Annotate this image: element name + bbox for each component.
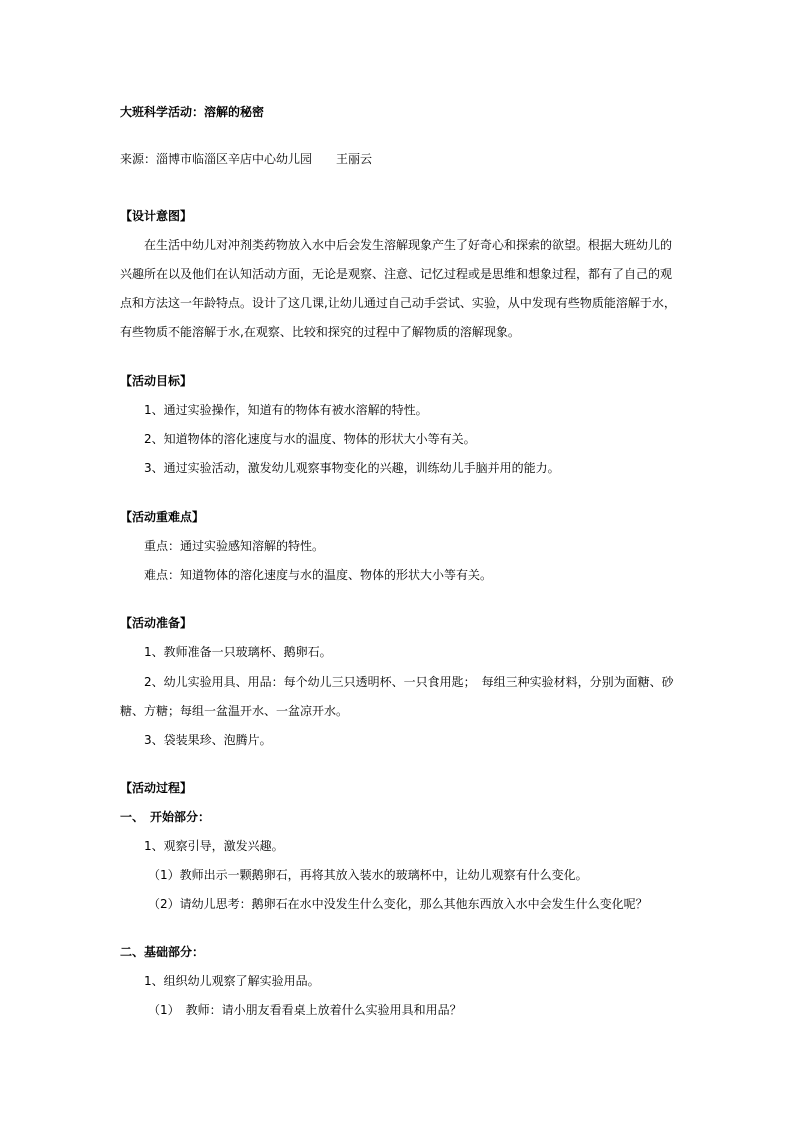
- process-part1-item-2: （1）教师出示一颗鹅卵石，再将其放入装水的玻璃杯中，让幼儿观察有什么变化。: [148, 868, 588, 882]
- process-part2-item-1: 1、组织幼儿观察了解实验用品。: [144, 974, 320, 988]
- process-part2-title: 二、基础部分：: [120, 945, 205, 959]
- goal-item-3: 3、通过实验活动，激发幼儿观察事物变化的兴趣，训练幼儿手脑并用的能力。: [144, 461, 560, 475]
- design-intent-line-1: 在生活中幼儿对冲剂类药物放入水中后会发生溶解现象产生了好奇心和探索的欲望。根据大班幼儿的: [144, 238, 673, 252]
- design-intent-line-2: 兴趣所在以及他们在认知活动方面，无论是观察、注意、记忆过程或是思维和想象过程，都有了自己的观: [120, 267, 673, 281]
- key-points-heading: 【活动重难点】: [120, 510, 205, 524]
- goal-item-2: 2、知道物体的溶化速度与水的温度、物体的形状大小等有关。: [144, 432, 476, 446]
- goals-heading: 【活动目标】: [120, 374, 193, 388]
- design-intent-line-3: 点和方法这一年龄特点。设计了这几课,让幼儿通过自己动手尝试、实验，从中发现有些物质能溶解于水，: [120, 296, 676, 310]
- preparation-item-2: 2、幼儿实验用具、用品：每个幼儿三只透明杯、一只食用匙； 每组三种实验材料，分别为面糖、砂: [144, 675, 674, 689]
- preparation-item-3: 3、袋装果珍、泡腾片。: [144, 733, 272, 747]
- preparation-item-2-cont: 糖、方糖；每组一盆温开水、一盆凉开水。: [120, 704, 349, 718]
- goal-item-1: 1、通过实验操作，知道有的物体有被水溶解的特性。: [144, 403, 428, 417]
- preparation-heading: 【活动准备】: [120, 616, 193, 630]
- document-title: 大班科学活动：溶解的秘密: [120, 105, 265, 119]
- key-point-item-1: 重点：通过实验感知溶解的特性。: [144, 539, 325, 553]
- process-part1-title: 一、 开始部分：: [120, 810, 211, 824]
- preparation-item-1: 1、教师准备一只玻璃杯、鹅卵石。: [144, 645, 332, 659]
- source-line: 来源：淄博市临淄区辛店中心幼儿园 王丽云: [120, 152, 373, 166]
- process-part1-item-1: 1、观察引导，激发兴趣。: [144, 839, 284, 853]
- design-intent-heading: 【设计意图】: [120, 209, 193, 223]
- key-point-item-2: 难点：知道物体的溶化速度与水的温度、物体的形状大小等有关。: [144, 568, 493, 582]
- process-part2-item-2: （1） 教师：请小朋友看看桌上放着什么实验用具和用品？: [148, 1003, 462, 1017]
- process-heading: 【活动过程】: [120, 781, 193, 795]
- design-intent-line-4: 有些物质不能溶解于水,在观察、比较和探究的过程中了解物质的溶解现象。: [120, 325, 520, 339]
- process-part1-item-3: （2）请幼儿思考：鹅卵石在水中没发生什么变化，那么其他东西放入水中会发生什么变化呢？: [148, 897, 648, 911]
